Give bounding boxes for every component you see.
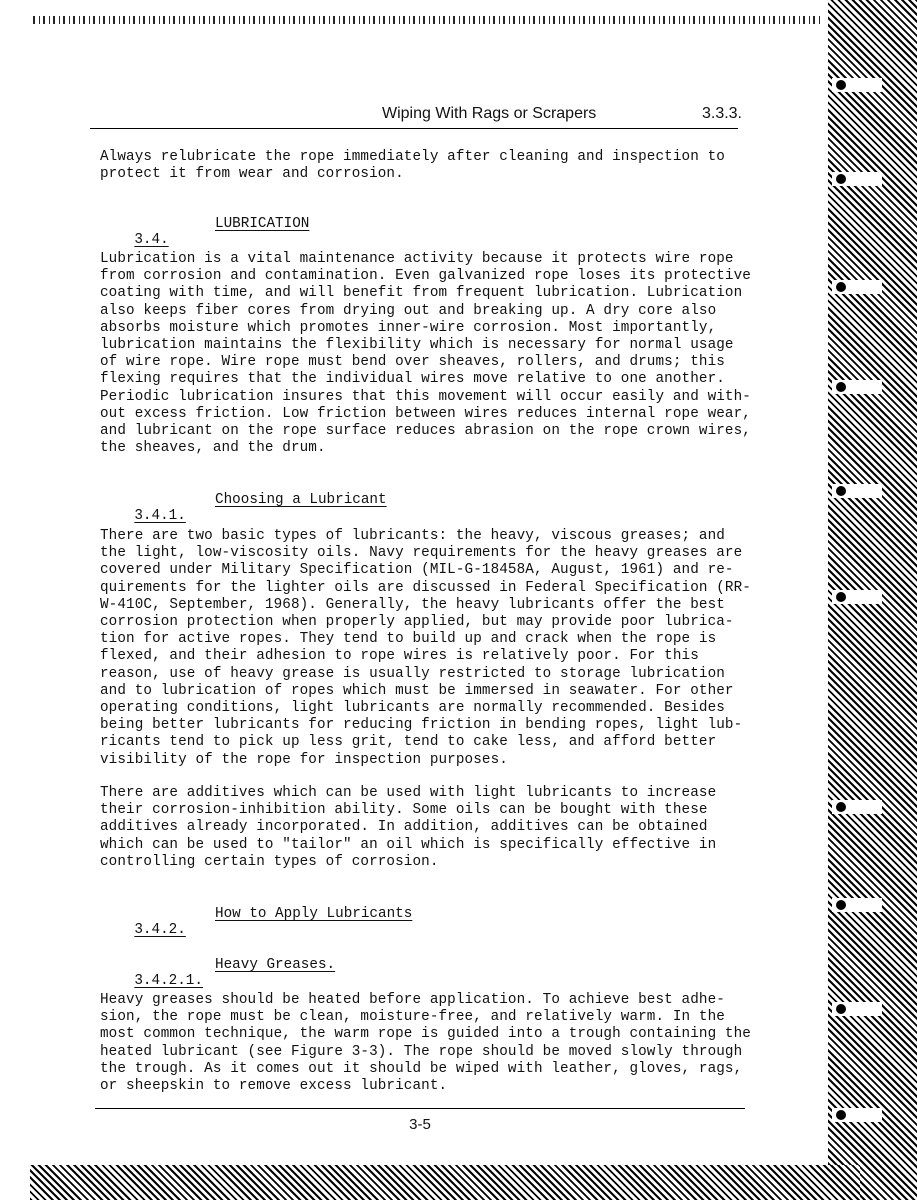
choosing-paragraph-1: There are two basic types of lubricants: the heavy, viscous greases; and the light, low-viscosity oils. Navy requirements for the heavy greases are covered under Military Specification (MIL-G-18458A, August, 1961) and re- quirements for the lighter oils are discussed in Federal Specification (RR- W-410C, September, 1968). Generally, the heavy lubricants offer the best corrosion protection when properly applied, but may provide poor lubrica- tion for active ropes. They tend to build up and crack when the rope is flexed, and their adhesion to rope wires is relatively poor. For this reason, use of heavy grease is usually restricted to storage lubrication and to lubrication of ropes which must be immersed in seawater. For other operating conditions, light lubricants are normally recommended. Besides being better lubricants for reducing friction in bending ropes, light lub- ricants tend to pick up less grit, tend to cake less, and afford better visibility of the rope for inspection purposes.: [100, 528, 751, 768]
punch-hole: [832, 1108, 882, 1122]
header-rule: [90, 128, 738, 129]
section-title: Choosing a Lubricant: [215, 492, 387, 508]
section-number: 3.4.: [134, 232, 169, 248]
punch-hole: [832, 78, 882, 92]
page-number: 3-5: [409, 1116, 431, 1133]
punch-hole: [832, 898, 882, 912]
section-number: 3.4.2.1.: [134, 973, 203, 989]
punch-hole: [832, 172, 882, 186]
punch-hole: [832, 280, 882, 294]
section-title: How to Apply Lubricants: [215, 906, 413, 922]
punch-hole: [832, 1002, 882, 1016]
section-number: 3.4.2.: [134, 922, 186, 938]
header-section: 3.3.3.: [701, 105, 742, 122]
intro-paragraph: Always relubricate the rope immediately after cleaning and inspection to protect it from wear and corrosion.: [100, 149, 725, 183]
punch-hole: [832, 590, 882, 604]
running-header: [382, 105, 742, 123]
lubrication-paragraph: Lubrication is a vital maintenance activity because it protects wire rope from corrosion and contamination. Even galvanized rope loses its protective coating with time, and will benefit from frequent lubrication. Lubrication also keeps fiber cores from drying out and breaking up. A dry core also absorbs moisture which promotes inner-wire corrosion. Most importantly, lubrication maintains the flexibility which is necessary for normal usage of wire rope. Wire rope must bend over sheaves, rollers, and drums; this flexing requires that the individual wires move relative to one another. Periodic lubrication insures that this movement will occur easily and with- out excess friction. Low friction between wires reduces internal rope wear, and lubricant on the rope surface reduces abrasion on the rope crown wires, the sheaves, and the drum.: [100, 251, 751, 457]
greases-paragraph: Heavy greases should be heated before application. To achieve best adhe- sion, the rope must be clean, moisture-free, and relatively warm. In the most common technique, the warm rope is guided into a trough containing the heated lubricant (see Figure 3-3). The rope should be moved slowly through the trough. As it comes out it should be wiped with leather, gloves, rags, or sheepskin to remove excess lubricant.: [100, 992, 751, 1095]
section-title: LUBRICATION: [215, 216, 310, 232]
punch-hole: [832, 484, 882, 498]
punch-hole: [832, 380, 882, 394]
section-title: Heavy Greases.: [215, 957, 336, 973]
choosing-paragraph-2: There are additives which can be used with light lubricants to increase their corrosion-inhibition ability. Some oils can be bought with these additives already incorporated. In addition, additives can be obtained which can be used to "tailor" an oil which is specifically effective in controlling certain types of corrosion.: [100, 785, 717, 870]
section-number: 3.4.1.: [134, 508, 186, 524]
footer-rule: [95, 1108, 745, 1109]
punch-hole: [832, 800, 882, 814]
header-title: Wiping With Rags or Scrapers: [382, 105, 597, 122]
scan-noise-bottom: [30, 1165, 860, 1200]
